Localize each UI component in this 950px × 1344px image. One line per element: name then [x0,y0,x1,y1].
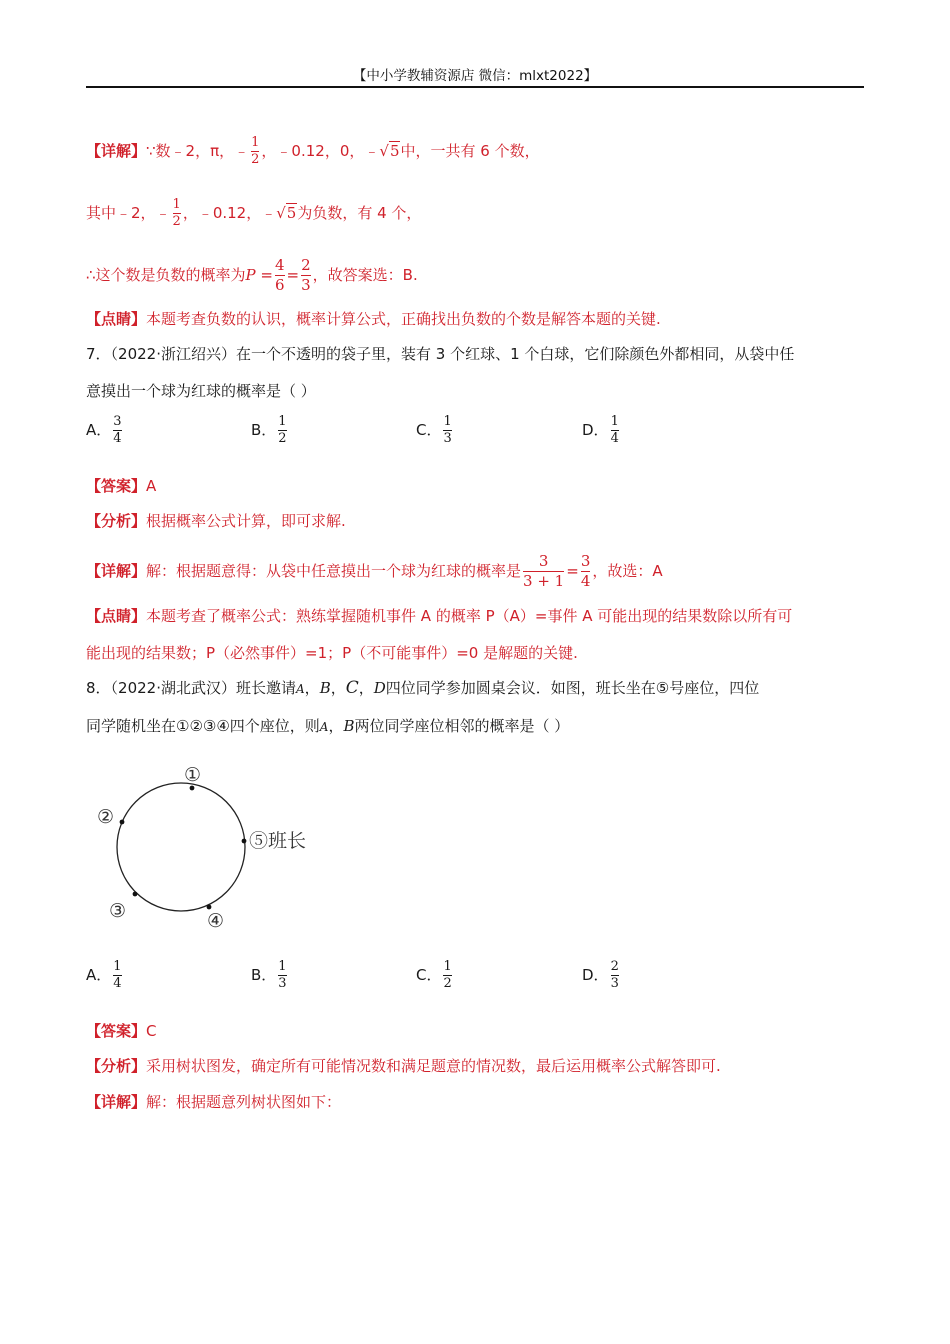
sqrt-five: √5 [276,204,297,222]
fraction-3-4: $\frac{3}{4}$ [580,552,591,590]
q7-remark-line2: 能出现的结果数；P（必然事件）=1；P（不可能事件）=0 是解题的关键. [86,644,578,662]
page-header: 【中小学教辅资源店 微信：mlxt2022】 [352,68,598,84]
q7-stem-line2: 意摸出一个球为红球的概率是（ ） [86,382,316,400]
q8-analysis: 【分析】采用树状图发，确定所有可能情况数和满足题意的情况数，最后运用概率公式解答即可. [86,1057,721,1075]
q8-stem-line1: 8．（2022·湖北武汉）班长邀请A，B，C，D四位同学参加圆桌会议．如图，班长坐在⑤号座位，四位 [86,678,760,698]
q7-option-a: A． $\frac{3}{4}$ [86,414,122,446]
q7-answer: 【答案】A [86,477,157,495]
q7-stem-line1: 7．（2022·浙江绍兴）在一个不透明的袋子里，装有 3 个红球、1 个白球，它们除颜色外都相同，从袋中任 [86,345,795,363]
q7-remark-line1: 【点睛】本题考查了概率公式：熟练掌握随机事件 A 的概率 P（A）=事件 A 可能出现的结果数除以所有可 [86,607,793,625]
q8-stem-line2: 同学随机坐在①②③④四个座位，则A，B两位同学座位相邻的概率是（ ） [86,717,570,735]
fraction-2-3: $\frac{2}{3}$ [301,256,311,294]
q7-analysis: 【分析】根据概率公式计算，即可求解. [86,512,346,530]
q6-detail-line1: 【详解】∵数﹣2，π，﹣ $\frac{1}{2}$ ，﹣0.12，0，﹣√5中，一共有 6 个数， [86,135,540,167]
half-fraction: $\frac{1}{2}$ [251,135,260,167]
q8-detail: 【详解】解：根据题意列树状图如下： [86,1093,342,1111]
seat-label-5: ⑤班长 [249,830,307,852]
q8-option-d: D． $\frac{2}{3}$ [582,959,619,991]
seat-dot-3 [133,892,138,897]
seat-dot-5 [242,839,247,844]
round-table [117,783,245,911]
seat-label-3: ③ [109,900,127,922]
seat-dot-1 [190,786,195,791]
seating-diagram [95,760,335,940]
q6-remark: 【点睛】本题考查负数的认识，概率计算公式，正确找出负数的个数是解答本题的关键. [86,310,661,328]
q6-detail-line2: 其中﹣2，﹣ $\frac{1}{2}$ ，﹣0.12，﹣√5为负数，有 4 个， [86,197,422,229]
seat-dot-4 [207,905,212,910]
q7-option-c: C． $\frac{1}{3}$ [416,414,452,446]
half-fraction: $\frac{1}{2}$ [172,197,181,229]
q7-option-d: D． $\frac{1}{4}$ [582,414,619,446]
detail-tag: 【详解】 [86,142,147,160]
header-divider [86,86,864,88]
q7-detail: 【详解】解：根据题意得：从袋中任意摸出一个球为红球的概率是 $\frac{3}{3 + 1}$ = $\frac{3}{4}$ ，故选：A [86,552,663,590]
q8-answer: 【答案】C [86,1022,157,1040]
q7-option-b: B． $\frac{1}{2}$ [251,414,287,446]
q8-option-b: B． $\frac{1}{3}$ [251,959,287,991]
q8-option-a: A． $\frac{1}{4}$ [86,959,122,991]
sqrt-five: √5 [379,142,400,160]
q8-option-c: C． $\frac{1}{2}$ [416,959,452,991]
seat-label-2: ② [97,806,115,828]
fraction-3-over-3plus1: $\frac{3}{3 + 1}$ [523,552,565,590]
seat-dot-2 [120,820,125,825]
q6-detail-line3: ∴这个数是负数的概率为P = $\frac{4}{6}$ = $\frac{2}{3}$ ，故答案选：B. [86,256,418,294]
seat-label-4: ④ [207,910,225,932]
fraction-4-6: $\frac{4}{6}$ [274,256,285,294]
seat-label-1: ① [184,764,202,786]
